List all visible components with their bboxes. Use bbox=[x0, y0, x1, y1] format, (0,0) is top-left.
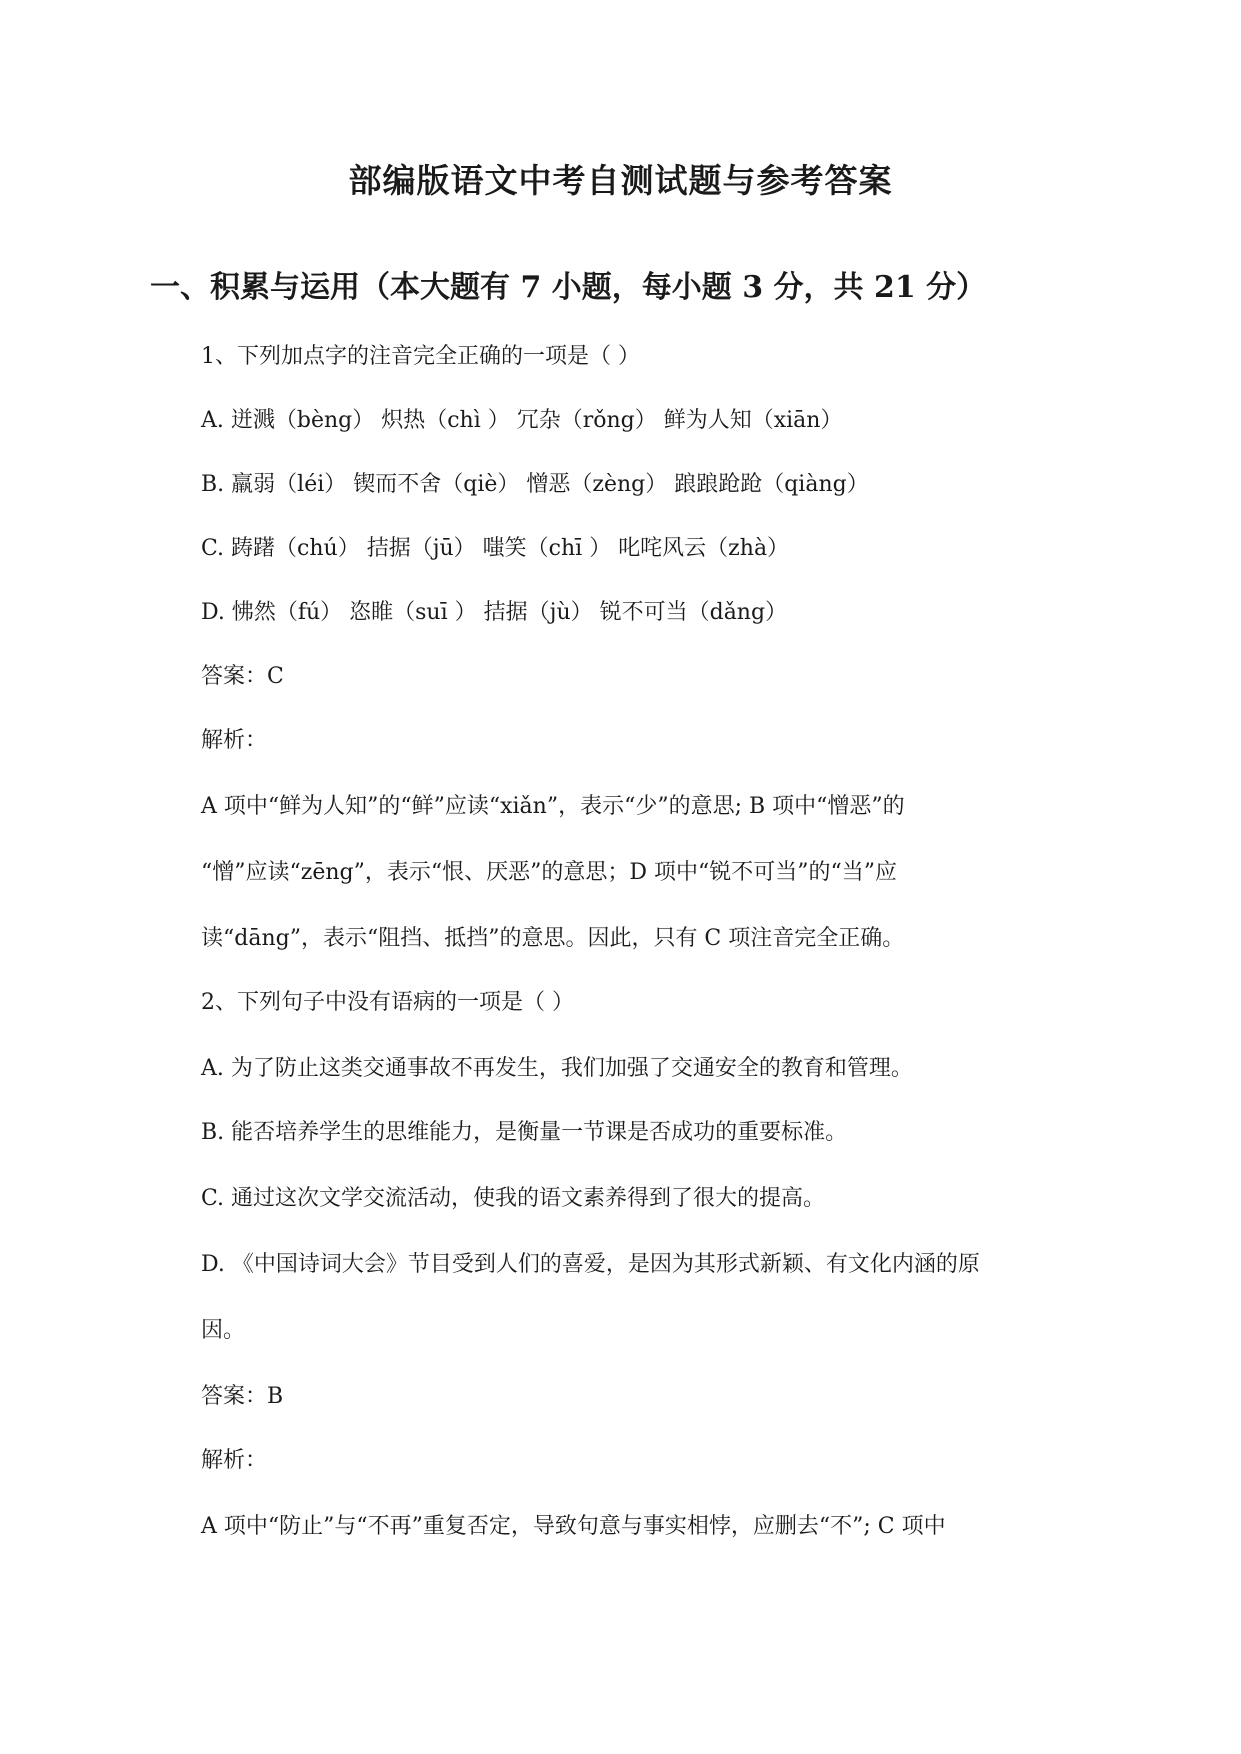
question-2-answer: 答案：B bbox=[201, 1384, 284, 1409]
question-1-analysis-label: 解析： bbox=[201, 728, 268, 753]
question-1-analysis-line: A 项中“鲜为人知”的“鲜”应读“xiǎn”，表示“少”的意思; B 项中“憎恶”的 bbox=[201, 794, 905, 819]
question-1-stem: 1、下列加点字的注音完全正确的一项是（ ） bbox=[201, 344, 640, 369]
question-2-option-d: D. 《中国诗词大会》节目受到人们的喜爱，是因为其形式新颖、有文化内涵的原 bbox=[201, 1252, 980, 1277]
question-2-option-a: A. 为了防止这类交通事故不再发生，我们加强了交通安全的教育和管理。 bbox=[201, 1056, 913, 1081]
question-2-analysis-label: 解析： bbox=[201, 1448, 268, 1473]
question-1-option-b: B. 羸弱（léi） 锲而不舍（qiè） 憎恶（zèng） 踉踉跄跄（qiàng） bbox=[201, 472, 869, 497]
question-2-analysis-line: A 项中“防止”与“不再”重复否定，导致句意与事实相悖，应删去“不”; C 项中 bbox=[201, 1514, 946, 1539]
question-2-option-c: C. 通过这次文学交流活动，使我的语文素养得到了很大的提高。 bbox=[201, 1186, 826, 1211]
question-1-option-a: A. 迸溅（bèng） 炽热（chì ） 冗杂（rǒng） 鲜为人知（xiān） bbox=[201, 408, 843, 433]
question-1-answer: 答案：C bbox=[201, 664, 284, 689]
question-2-option-b: B. 能否培养学生的思维能力，是衡量一节课是否成功的重要标准。 bbox=[201, 1120, 848, 1145]
question-2-stem: 2、下列句子中没有语病的一项是（ ） bbox=[201, 990, 574, 1015]
question-1-analysis-line: “憎”应读“zēng”，表示“恨、厌恶”的意思；D 项中“锐不可当”的“当”应 bbox=[201, 860, 897, 885]
question-1-analysis-line: 读“dāng”，表示“阻挡、抵挡”的意思。因此，只有 C 项注音完全正确。 bbox=[201, 926, 905, 951]
document-title: 部编版语文中考自测试题与参考答案 bbox=[348, 161, 893, 200]
question-1-option-d: D. 怫然（fú） 恣睢（suī ） 拮据（jù） 锐不可当（dǎng） bbox=[201, 600, 788, 625]
question-2-option-d-continued: 因。 bbox=[201, 1318, 246, 1343]
question-1-option-c: C. 踌躇（chú） 拮据（jū） 嗤笑（chī ） 叱咤风云（zhà） bbox=[201, 536, 790, 561]
section-heading: 一、积累与运用（本大题有 7 小题，每小题 3 分，共 21 分） bbox=[150, 270, 987, 305]
